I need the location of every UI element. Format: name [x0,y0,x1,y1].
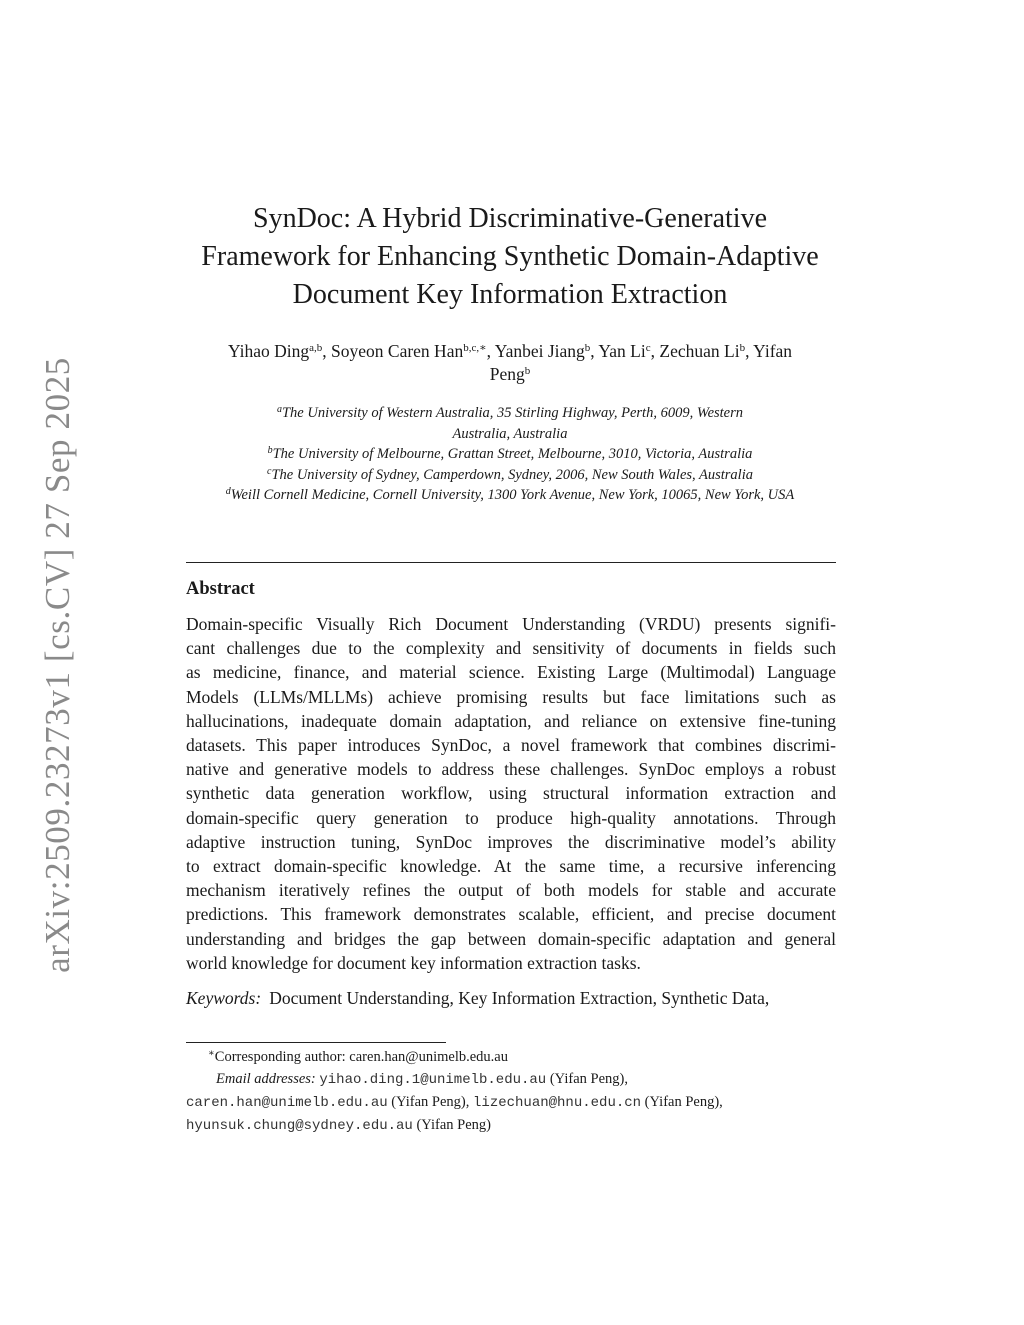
section-divider [186,562,836,563]
affiliations [150,403,870,506]
author-affil-sup: b [584,342,591,354]
abstract-line: domain-specific query generation to produce high-quality annotations. Through [186,807,836,828]
author-name: Yan Li [598,341,646,361]
abstract-line: predictions. This framework demonstrates scalable, efficient, and precise document [186,904,836,925]
abstract-line: adaptive instruction tuning, SynDoc improves the discriminative model’s ability [186,831,836,852]
affiliation-d [150,485,870,506]
author-affil-sup: b [739,342,746,354]
affil-marker: c [266,465,272,477]
footnote-rule [186,1042,446,1043]
abstract-line: hallucinations, inadequate domain adaptation, and reliance on extensive fine-tuning [186,710,836,731]
email-owner: (Yifan Peng), [641,1094,723,1110]
email-link[interactable]: caren.han@unimelb.edu.au [186,1095,388,1111]
author-affil-sup: b [524,365,531,377]
keywords-label: Keywords: [186,988,262,1008]
email-link[interactable]: lizechuan@hnu.edu.cn [473,1095,642,1111]
corresponding-author-note [186,1046,836,1068]
footnotes [186,1046,836,1137]
abstract-line: world knowledge for document key information extraction tasks. [186,952,641,973]
abstract-line: Models (LLMs/MLLMs) achieve promising results but face limitations such as [186,686,836,707]
email-line [186,1091,836,1114]
abstract-line: to extract domain-specific knowledge. At the same time, a recursive inferencing [186,856,836,877]
affil-text: The University of Melbourne, Grattan Street, Melbourne, 3010, Victoria, Australia [272,446,753,462]
affiliation-b [150,444,870,465]
arxiv-identifier-stamp: arXiv:2509.23273v1 [cs.CV] 27 Sep 2025 [38,357,77,973]
author-name: Soyeon Caren Han [331,341,464,361]
affil-marker: a [276,404,282,415]
affiliation-a [150,403,870,424]
author-separator: , [650,341,660,361]
author-name: Yanbei Jiang [494,341,585,361]
title-line: Framework for Enhancing Synthetic Domain-Adaptive [201,241,819,272]
author-line [150,363,870,386]
abstract-line: datasets. This paper introduces SynDoc, a novel framework that combines discrimi- [186,735,836,756]
author-affil-sup: c [645,342,651,354]
email-owner: (Yifan Peng) [412,1117,491,1133]
author-name: Yihao Ding [227,341,310,361]
author-separator: , [322,341,332,361]
email-line [186,1114,836,1137]
affiliation-a-cont [150,424,870,445]
email-owner: (Yifan Peng), [387,1094,474,1110]
abstract-line: Domain-specific Visually Rich Document Understanding (VRDU) presents signifi- [186,614,836,634]
author-name: Peng [489,364,525,384]
paper-title [150,200,870,314]
affil-text: Australia, Australia [452,425,568,442]
author-line [150,340,870,363]
keywords [186,986,836,1010]
affil-text: The University of Western Australia, 35 Stirling Highway, Perth, 6009, Western [281,405,744,421]
author-affil-sup: a,b [309,342,323,354]
affil-marker: b [267,445,273,456]
author-name: Zechuan Li [659,341,740,361]
title-line: SynDoc: A Hybrid Discriminative-Generative [253,203,767,234]
abstract-heading: Abstract [186,579,255,599]
abstract-line: native and generative models to address these challenges. SynDoc employs a robust [186,759,836,780]
email-link[interactable]: yihao.ding.1@unimelb.edu.au [319,1072,547,1088]
abstract-line: cant challenges due to the complexity and sensitivity of documents in fields such [186,638,836,659]
author-affil-sup: b,c,∗ [463,342,487,354]
affil-text: Weill Cornell Medicine, Cornell University, 1300 York Avenue, New York, 10065, New York, USA [230,487,795,503]
email-owner: (Yifan Peng), [546,1071,628,1087]
abstract-body [186,612,836,975]
keywords-text: Document Understanding, Key Information Extraction, Synthetic Data, [269,988,770,1008]
abstract-line: mechanism iteratively refines the output of both models for stable and accurate [186,880,836,901]
abstract-line: synthetic data generation workflow, using structural information extraction and [186,783,836,804]
author-separator: , [486,341,495,361]
affil-marker: d [225,486,231,497]
title-line: Document Key Information Extraction [292,279,728,310]
author-name: Yifan [753,341,793,361]
corresponding-author-text: Corresponding author: caren.han@unimelb.edu.au [214,1049,508,1065]
abstract-line: understanding and bridges the gap between domain-specific adaptation and general [186,928,836,949]
abstract-line: as medicine, finance, and material science. Existing Large (Multimodal) Language [186,662,836,683]
affil-text: The University of Sydney, Camperdown, Sydney, 2006, New South Wales, Australia [271,466,753,483]
affiliation-c [150,465,870,486]
author-separator: , [590,341,599,361]
email-line [186,1068,836,1091]
email-link[interactable]: hyunsuk.chung@sydney.edu.au [186,1118,413,1134]
author-separator: , [745,341,754,361]
footnote-marker: ∗ [208,1048,215,1059]
author-list [150,340,870,386]
email-label: Email addresses: [216,1071,316,1087]
